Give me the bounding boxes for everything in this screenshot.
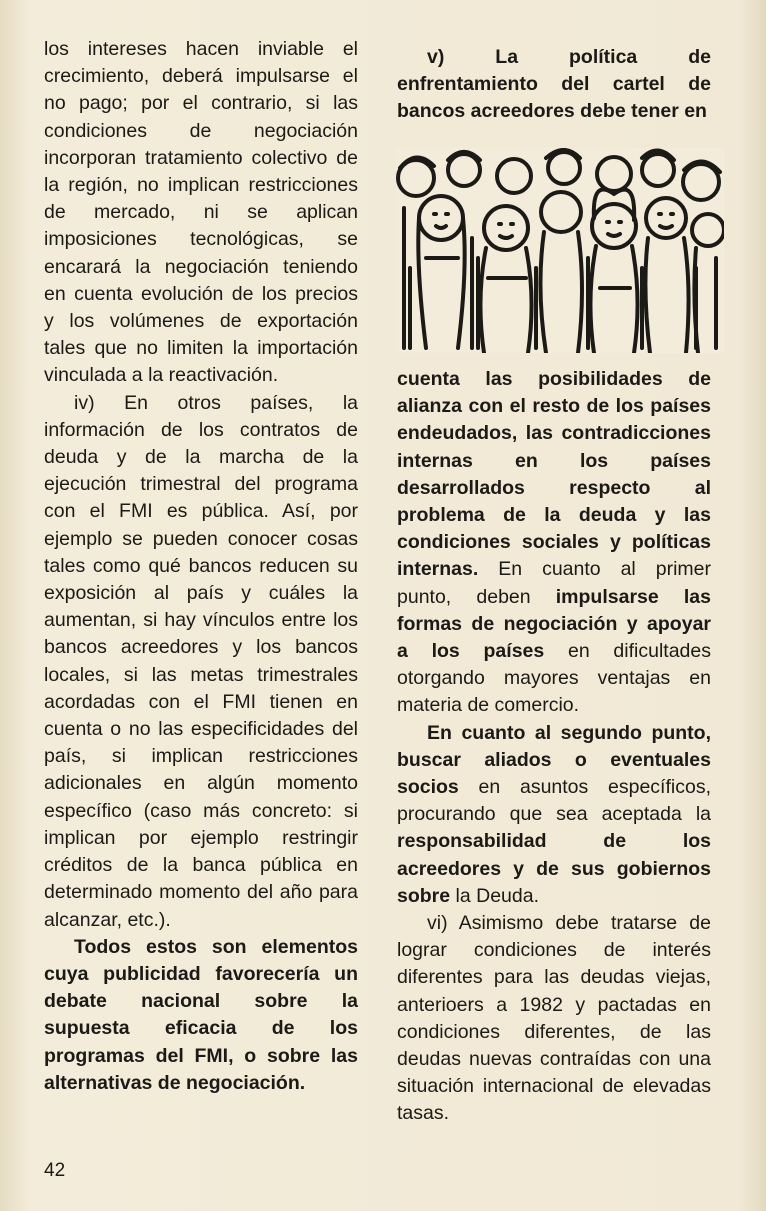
bold-text: v) La política de enfrentamiento del cartel de bancos acreedores debe tener en <box>397 46 711 123</box>
page-number: 42 <box>44 1160 66 1181</box>
text: la Deuda. <box>450 884 540 907</box>
paragraph: vi) Asimismo debe tratarse de lograr condiciones de interés diferentes para las deudas viejas, anterioers a 1982 y pactadas en condiciones diferentes, de las deudas nuevas contraídas con una situación internacional de elevadas tasas. <box>397 912 711 1125</box>
bold-text: Todos estos son elementos cuya publicidad favorecería un debate nacional sobre la supuesta eficacia de los programas del FMI, o sobre las alternativas de negociación. <box>44 935 358 1094</box>
crowd-illustration <box>396 148 724 353</box>
bold-text: En cuanto al segundo punto, buscar aliados o eventuales socios <box>397 721 711 799</box>
bold-text: impulsarse las formas de negociación y apoyar a los países <box>397 585 711 663</box>
paragraph <box>397 366 711 720</box>
text: en dificultades otorgando mayores ventajas en materia de comercio. <box>397 640 711 717</box>
text: En cuanto al primer punto, deben <box>397 558 711 608</box>
paragraph: los intereses hacen inviable el crecimiento, deberá impulsarse el no pago; por el contrario, si las condiciones de negociación incorporan tratamiento colectivo de la región, no implican restricciones de mercado, ni se aplican imposiciones tecnológicas, se encarará la negociación teniendo en cuenta evolución de los precios y los volúmenes de exportación tales que no limiten la importación vinculada a la reactivación. <box>44 38 358 387</box>
bold-text: responsabilidad de los acreedores y de sus gobiernos sobre <box>397 830 711 907</box>
bold-text: cuenta las posibilidades de alianza con el resto de los países endeudados, las contradicciones internas en los países desarrollados respecto al problema de la deuda y las condiciones sociales y políticas internas. <box>397 368 711 581</box>
paragraph <box>397 44 711 126</box>
paragraph <box>397 720 711 910</box>
right-column-bottom <box>397 366 711 1128</box>
right-column-top <box>397 44 711 126</box>
paragraph <box>44 934 358 1097</box>
left-column <box>44 36 358 1097</box>
text: en asuntos específicos, procurando que sea aceptada la <box>397 776 711 826</box>
paragraph: iv) En otros países, la información de los contratos de deuda y de la marcha de la ejecución trimestral del programa con el FMI es pública. Así, por ejemplo se pueden conocer cosas tales como qué bancos reducen su exposición al país y cuáles la aumentan, si hay vínculos entre los bancos acreedores y los bancos locales, si las metas trimestrales acordadas con el FMI tienen en cuenta o no las especificidades del país, si implican restricciones adicionales en algún momento específico (caso más concreto: si implican por ejemplo restringir créditos de la banca pública en determinado momento del año para alcanzar, etc.). <box>44 391 358 931</box>
